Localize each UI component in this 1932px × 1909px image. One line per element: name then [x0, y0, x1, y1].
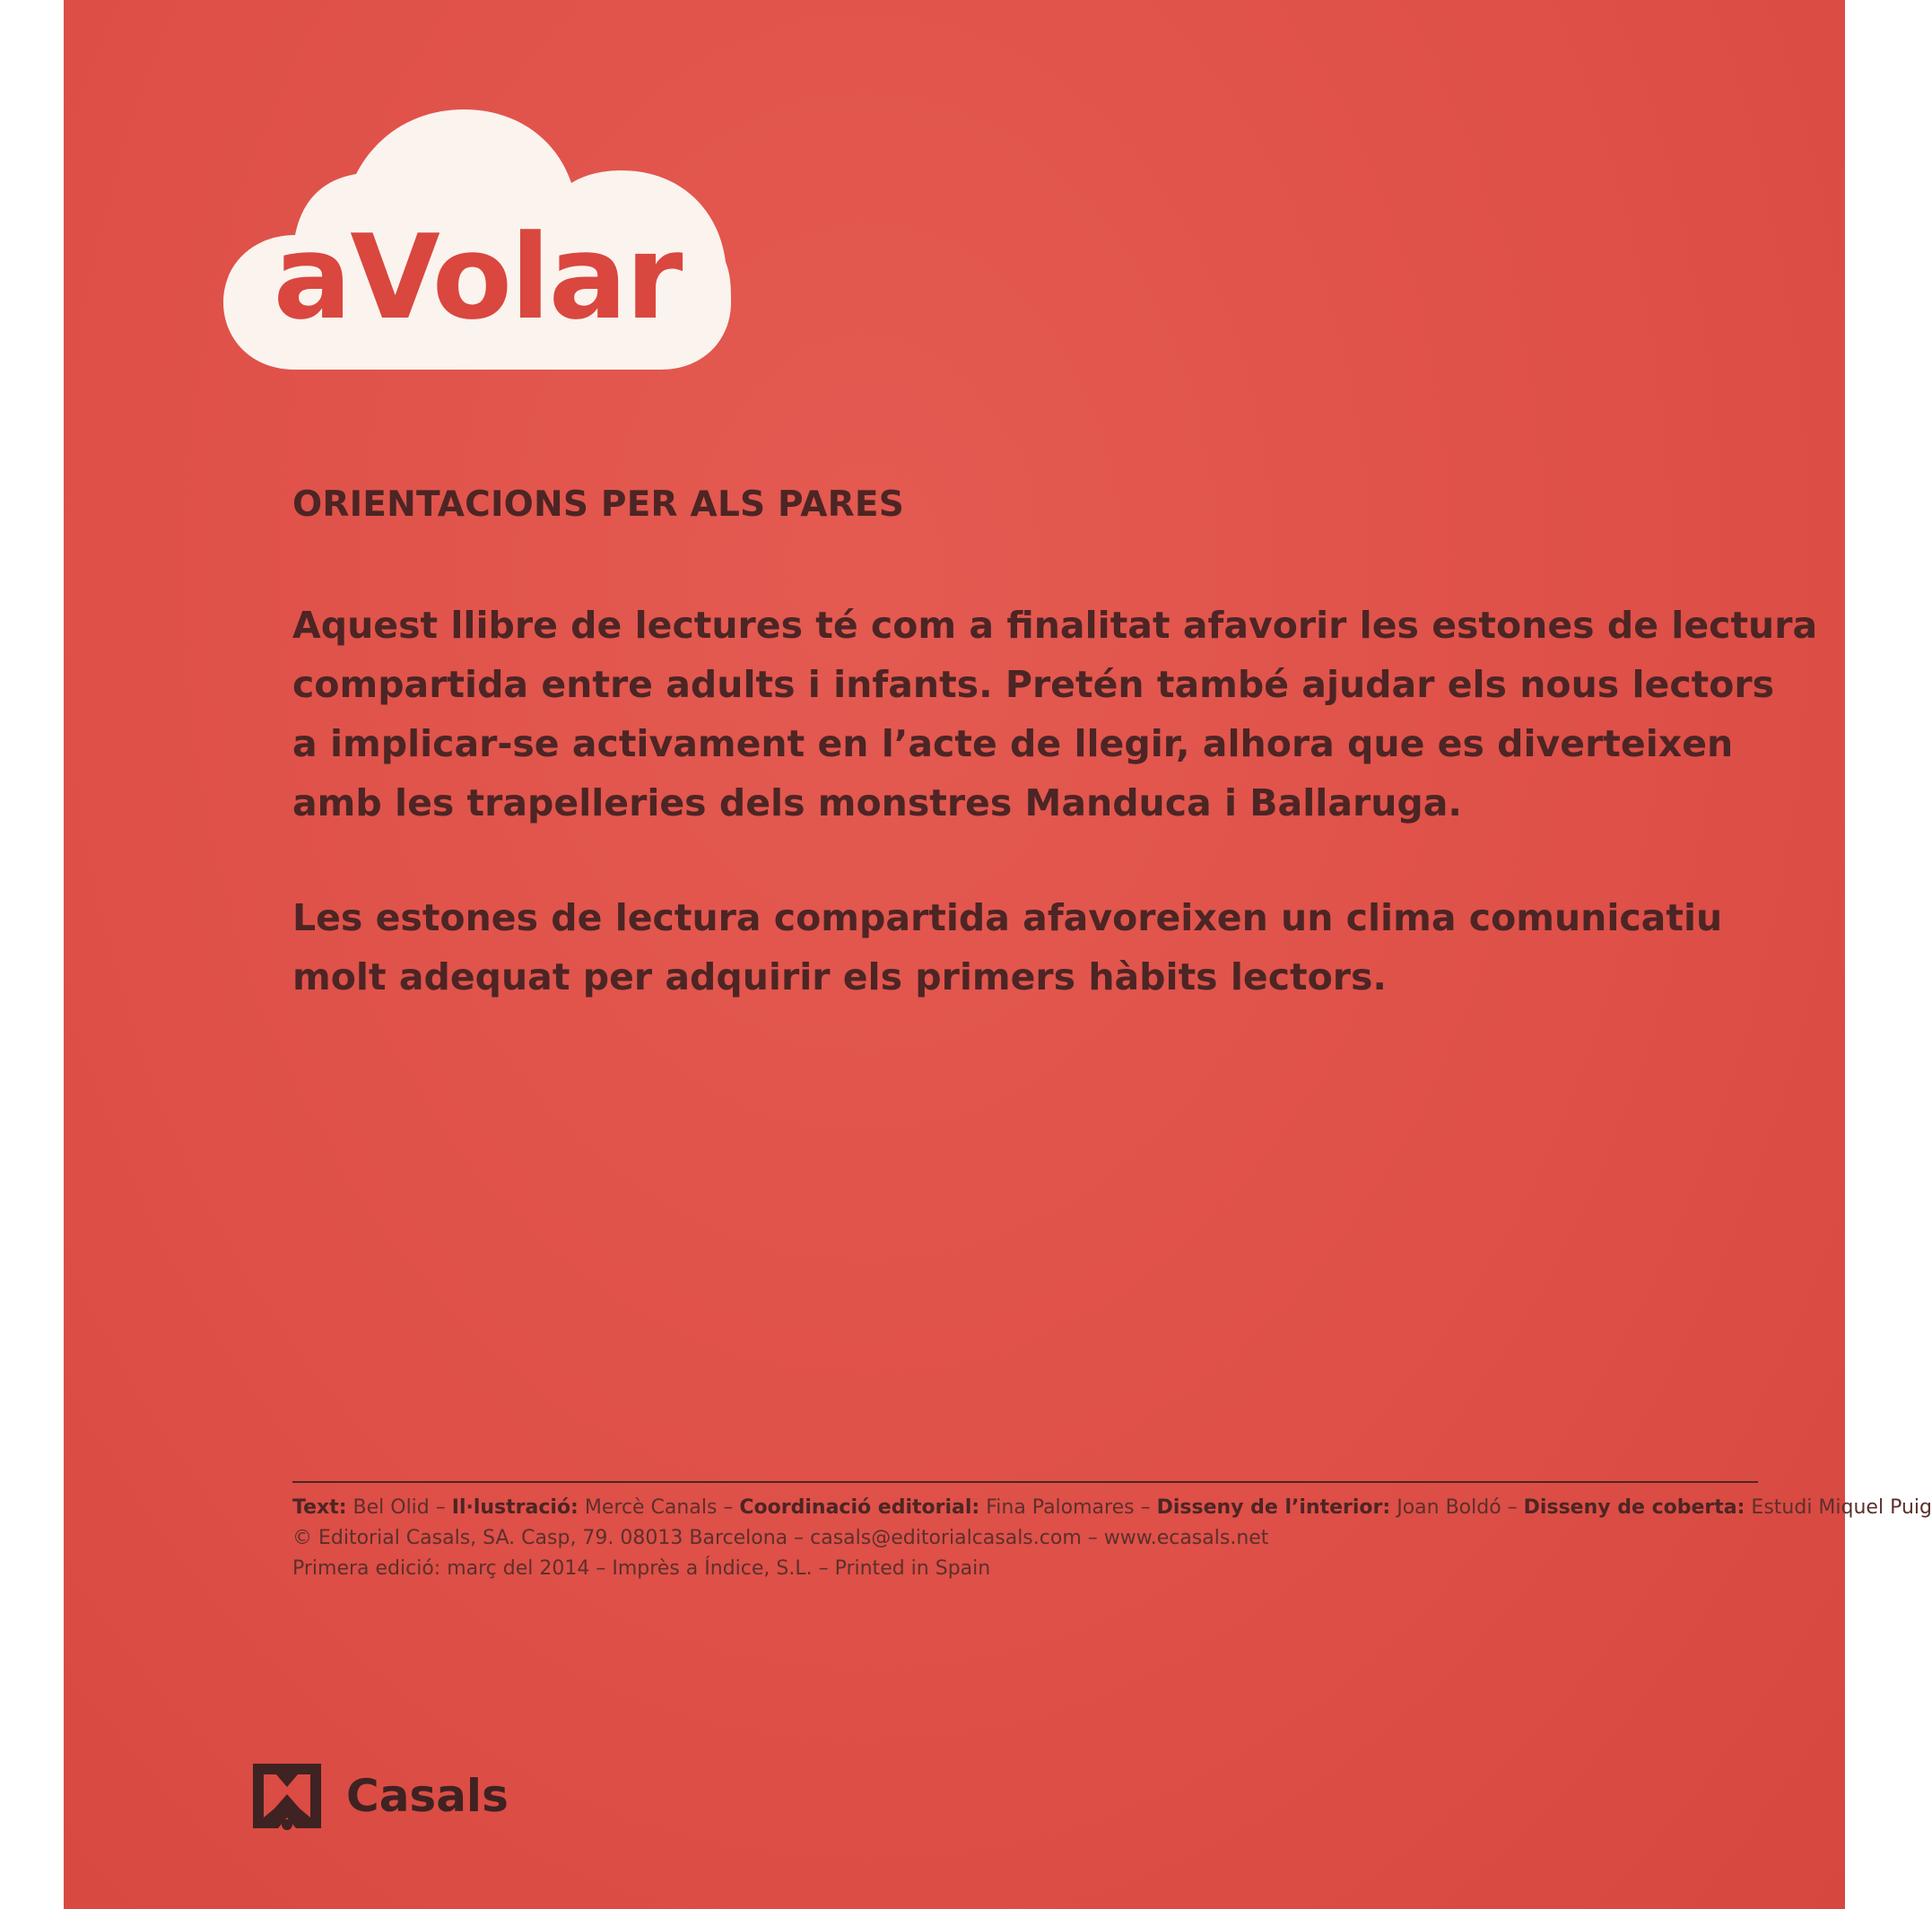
credit-separator: –: [1134, 1496, 1157, 1519]
credit-separator: –: [1501, 1496, 1524, 1519]
avolar-logo: [223, 109, 731, 371]
paragraph-line: Les estones de lectura compartida afavoreixen un clima comunicatiu: [292, 896, 1723, 939]
credits-block: [292, 1493, 1932, 1584]
credit-label: Il·lustració:: [451, 1496, 579, 1519]
paragraph-line: amb les trapelleries dels monstres Manduca i Ballaruga.: [292, 781, 1462, 824]
page-heading: ORIENTACIONS PER ALS PARES: [292, 484, 905, 525]
publisher-name: Casals: [346, 1770, 509, 1822]
credit-value: Estudi Miquel Puig: [1751, 1496, 1932, 1519]
credit-value: Bel Olid: [352, 1496, 430, 1519]
credit-label: Disseny de coberta:: [1523, 1496, 1745, 1519]
casals-logo-icon: [249, 1758, 325, 1834]
credit-label: Disseny de l’interior:: [1156, 1496, 1391, 1519]
credits-divider: [292, 1481, 1758, 1483]
svg-text:aVolar: aVolar: [273, 209, 682, 345]
paragraph-line: Aquest llibre de lectures té com a finalitat afavorir les estones de lectura: [292, 604, 1818, 647]
paragraph-line: molt adequat per adquirir els primers hàbits lectors.: [292, 955, 1387, 998]
publisher-logo: [249, 1758, 509, 1834]
credit-label: Text:: [292, 1496, 347, 1519]
paragraph-line: compartida entre adults i infants. Pretén també ajudar els nous lectors: [292, 663, 1775, 706]
credit-value: Mercè Canals: [584, 1496, 718, 1519]
bird-in-cloud-icon: [223, 109, 731, 371]
intro-paragraph: [292, 596, 1818, 832]
credit-value: Fina Palomares: [986, 1496, 1135, 1519]
credit-separator: –: [429, 1496, 452, 1519]
credit-separator: –: [717, 1496, 740, 1519]
credits-line-2: © Editorial Casals, SA. Casp, 79. 08013 Barcelona – casals@editorialcasals.com – www.ecasals.net: [292, 1527, 1269, 1549]
credits-line-3: Primera edició: març del 2014 – Imprès a Índice, S.L. – Printed in Spain: [292, 1557, 991, 1580]
book-back-cover: [64, 0, 1932, 1909]
credit-value: Joan Boldó: [1397, 1496, 1501, 1519]
second-paragraph: [292, 888, 1745, 1007]
credits-line-1: [292, 1493, 1932, 1523]
paragraph-line: a implicar-se activament en l’acte de llegir, alhora que es diverteixen: [292, 722, 1734, 765]
credit-label: Coordinació editorial:: [739, 1496, 980, 1519]
